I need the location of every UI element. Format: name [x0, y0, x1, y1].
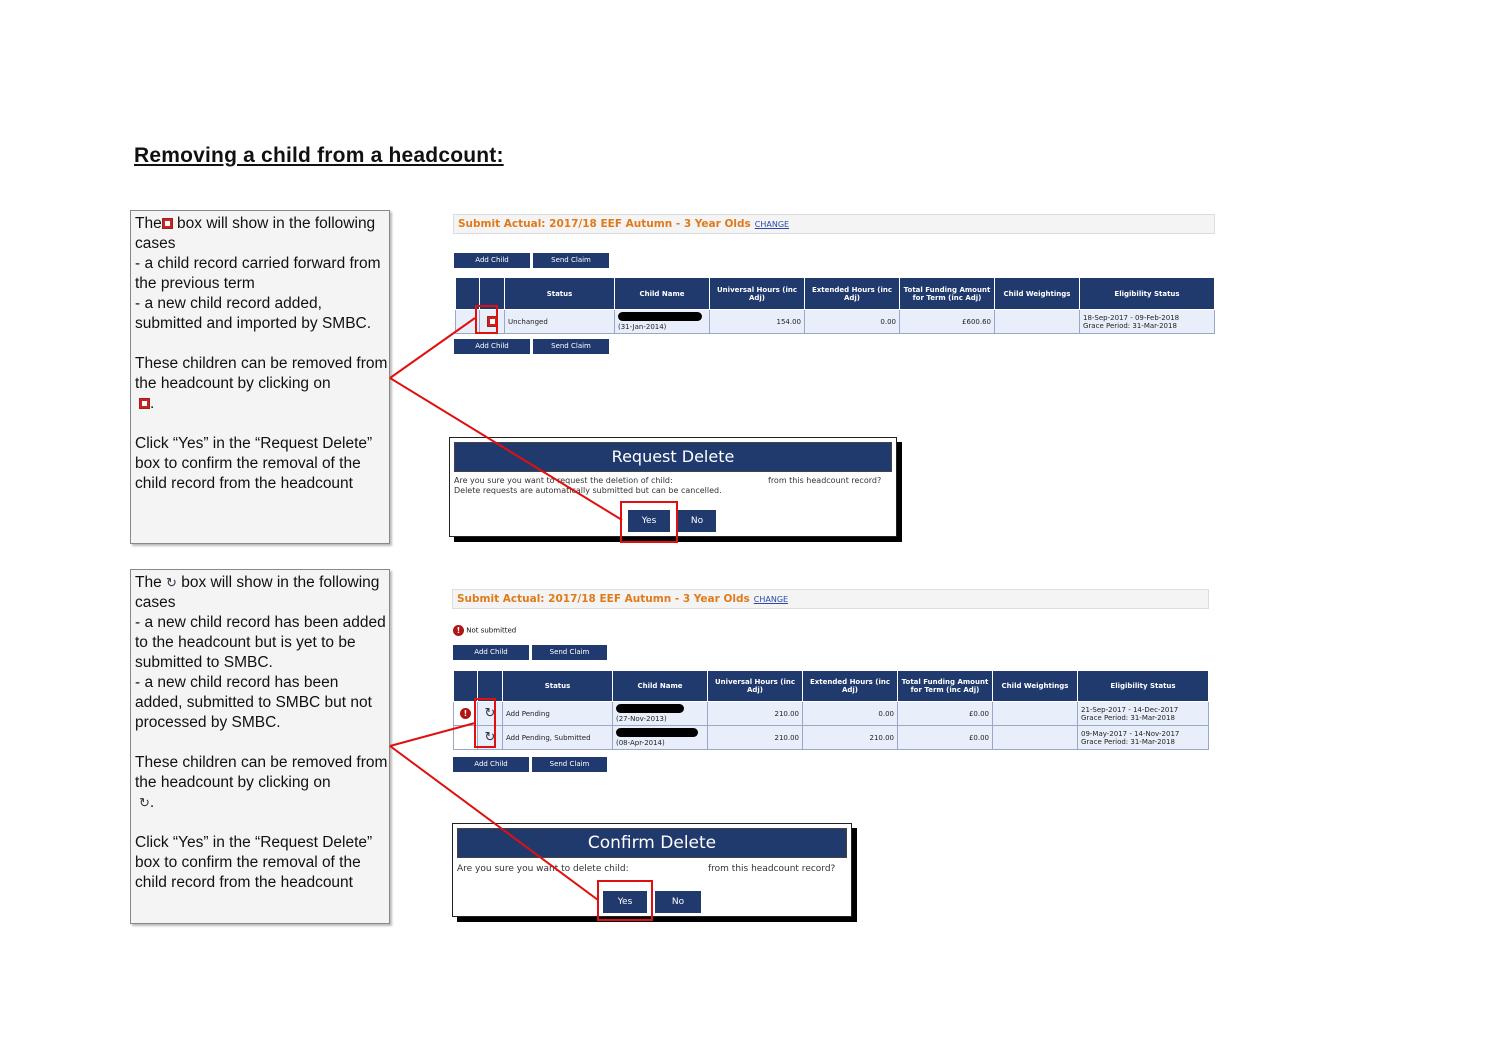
col-header: Child Name — [613, 671, 708, 702]
col-header: Child Name — [615, 278, 710, 310]
no-button[interactable]: No — [655, 891, 701, 913]
col-header: Eligibility Status — [1080, 278, 1215, 310]
col-header: Universal Hours (inc Adj) — [708, 671, 803, 702]
connector-line — [390, 746, 598, 900]
undo-icon[interactable]: ↻ — [484, 706, 496, 721]
connector-line — [390, 378, 622, 520]
note-line: These children can be removed from the headcount by clicking on . — [135, 355, 388, 412]
change-link[interactable]: CHANGE — [754, 220, 790, 229]
col-header: Status — [503, 671, 613, 702]
col-header: Extended Hours (inc Adj) — [803, 671, 898, 702]
note-line: - a new child record added, submitted and imported by SMBC. — [135, 295, 372, 332]
note-line: - a new child record has been added to the headcount but is yet to be submitted to SMBC. — [135, 614, 386, 671]
send-claim-button[interactable]: Send Claim — [532, 757, 607, 772]
add-child-button[interactable]: Add Child — [454, 253, 530, 268]
add-child-button[interactable]: Add Child — [454, 339, 530, 354]
col-header: Status — [505, 278, 615, 310]
table-row: ! ↻ Add Pending (27-Nov-2013) 210.00 0.00 £0.00 21-Sep-2017 - 14-Dec-2017 Grace Period: 31-Mar-2018 — [454, 702, 1209, 726]
connector-line — [390, 318, 475, 378]
yes-button[interactable]: Yes — [603, 891, 647, 913]
change-link[interactable]: CHANGE — [753, 595, 789, 604]
col-header: Extended Hours (inc Adj) — [805, 278, 900, 310]
col-header: Child Weightings — [993, 671, 1078, 702]
section-header-1: Submit Actual: 2017/18 EEF Autumn - 3 Year Olds CHANGE — [453, 214, 1215, 234]
note-line: These children can be removed from the headcount by clicking on ↻. — [135, 754, 388, 811]
add-child-button[interactable]: Add Child — [453, 645, 529, 660]
undo-icon[interactable]: ↻ — [484, 730, 496, 745]
page-title: Removing a child from a headcount: — [134, 144, 504, 167]
col-header: Child Weightings — [995, 278, 1080, 310]
col-header: Total Funding Amount for Term (inc Adj) — [898, 671, 993, 702]
dialog-title: Confirm Delete — [457, 828, 847, 858]
yes-button[interactable]: Yes — [628, 510, 670, 532]
not-submitted-legend: ! Not submitted — [453, 625, 516, 636]
undo-icon: ↻ — [166, 575, 177, 591]
table-row: ↻ Add Pending, Submitted (08-Apr-2014) 210.00 210.00 £0.00 09-May-2017 - 14-Nov-2017 Grace Period: 31-Mar-2018 — [454, 726, 1209, 750]
note-line: - a new child record has been added, submitted to SMBC but not processed by SMBC. — [135, 674, 372, 731]
note-line: Click “Yes” in the “Request Delete” box to confirm the removal of the child record from the headcount — [135, 435, 373, 492]
col-header: Universal Hours (inc Adj) — [710, 278, 805, 310]
note-line: - a child record carried forward from the previous term — [135, 255, 381, 292]
connector-line — [390, 723, 475, 746]
no-button[interactable]: No — [678, 510, 716, 532]
confirm-delete-dialog: Confirm Delete Are you sure you want to delete child: from this headcount record? — [452, 823, 852, 917]
alert-icon: ! — [460, 708, 471, 719]
section-header-2: Submit Actual: 2017/18 EEF Autumn - 3 Year Olds CHANGE — [452, 589, 1209, 609]
send-claim-button[interactable]: Send Claim — [533, 253, 609, 268]
send-claim-button[interactable]: Send Claim — [532, 645, 607, 660]
table-row: Unchanged (31-Jan-2014) 154.00 0.00 £600.60 18-Sep-2017 - 09-Feb-2018 Grace Period: 31-Mar-2018 — [456, 310, 1215, 334]
col-header: Total Funding Amount for Term (inc Adj) — [900, 278, 995, 310]
note-line: Click “Yes” in the “Request Delete” box to confirm the removal of the child record from the headcount — [135, 834, 373, 891]
request-delete-dialog: Request Delete Are you sure you want to request the deletion of child: from this headcount record? Delete requests are automatically submitted but can be cancelled. — [449, 437, 897, 537]
alert-icon: ! — [453, 625, 464, 636]
col-header: Eligibility Status — [1078, 671, 1209, 702]
undo-icon: ↻ — [139, 795, 150, 811]
note-intro: The ↻ box will show in the following cases — [135, 574, 380, 611]
note-intro: The box will show in the following cases — [135, 215, 376, 252]
add-child-button[interactable]: Add Child — [453, 757, 529, 772]
send-claim-button[interactable]: Send Claim — [533, 339, 609, 354]
dialog-title: Request Delete — [454, 442, 892, 472]
